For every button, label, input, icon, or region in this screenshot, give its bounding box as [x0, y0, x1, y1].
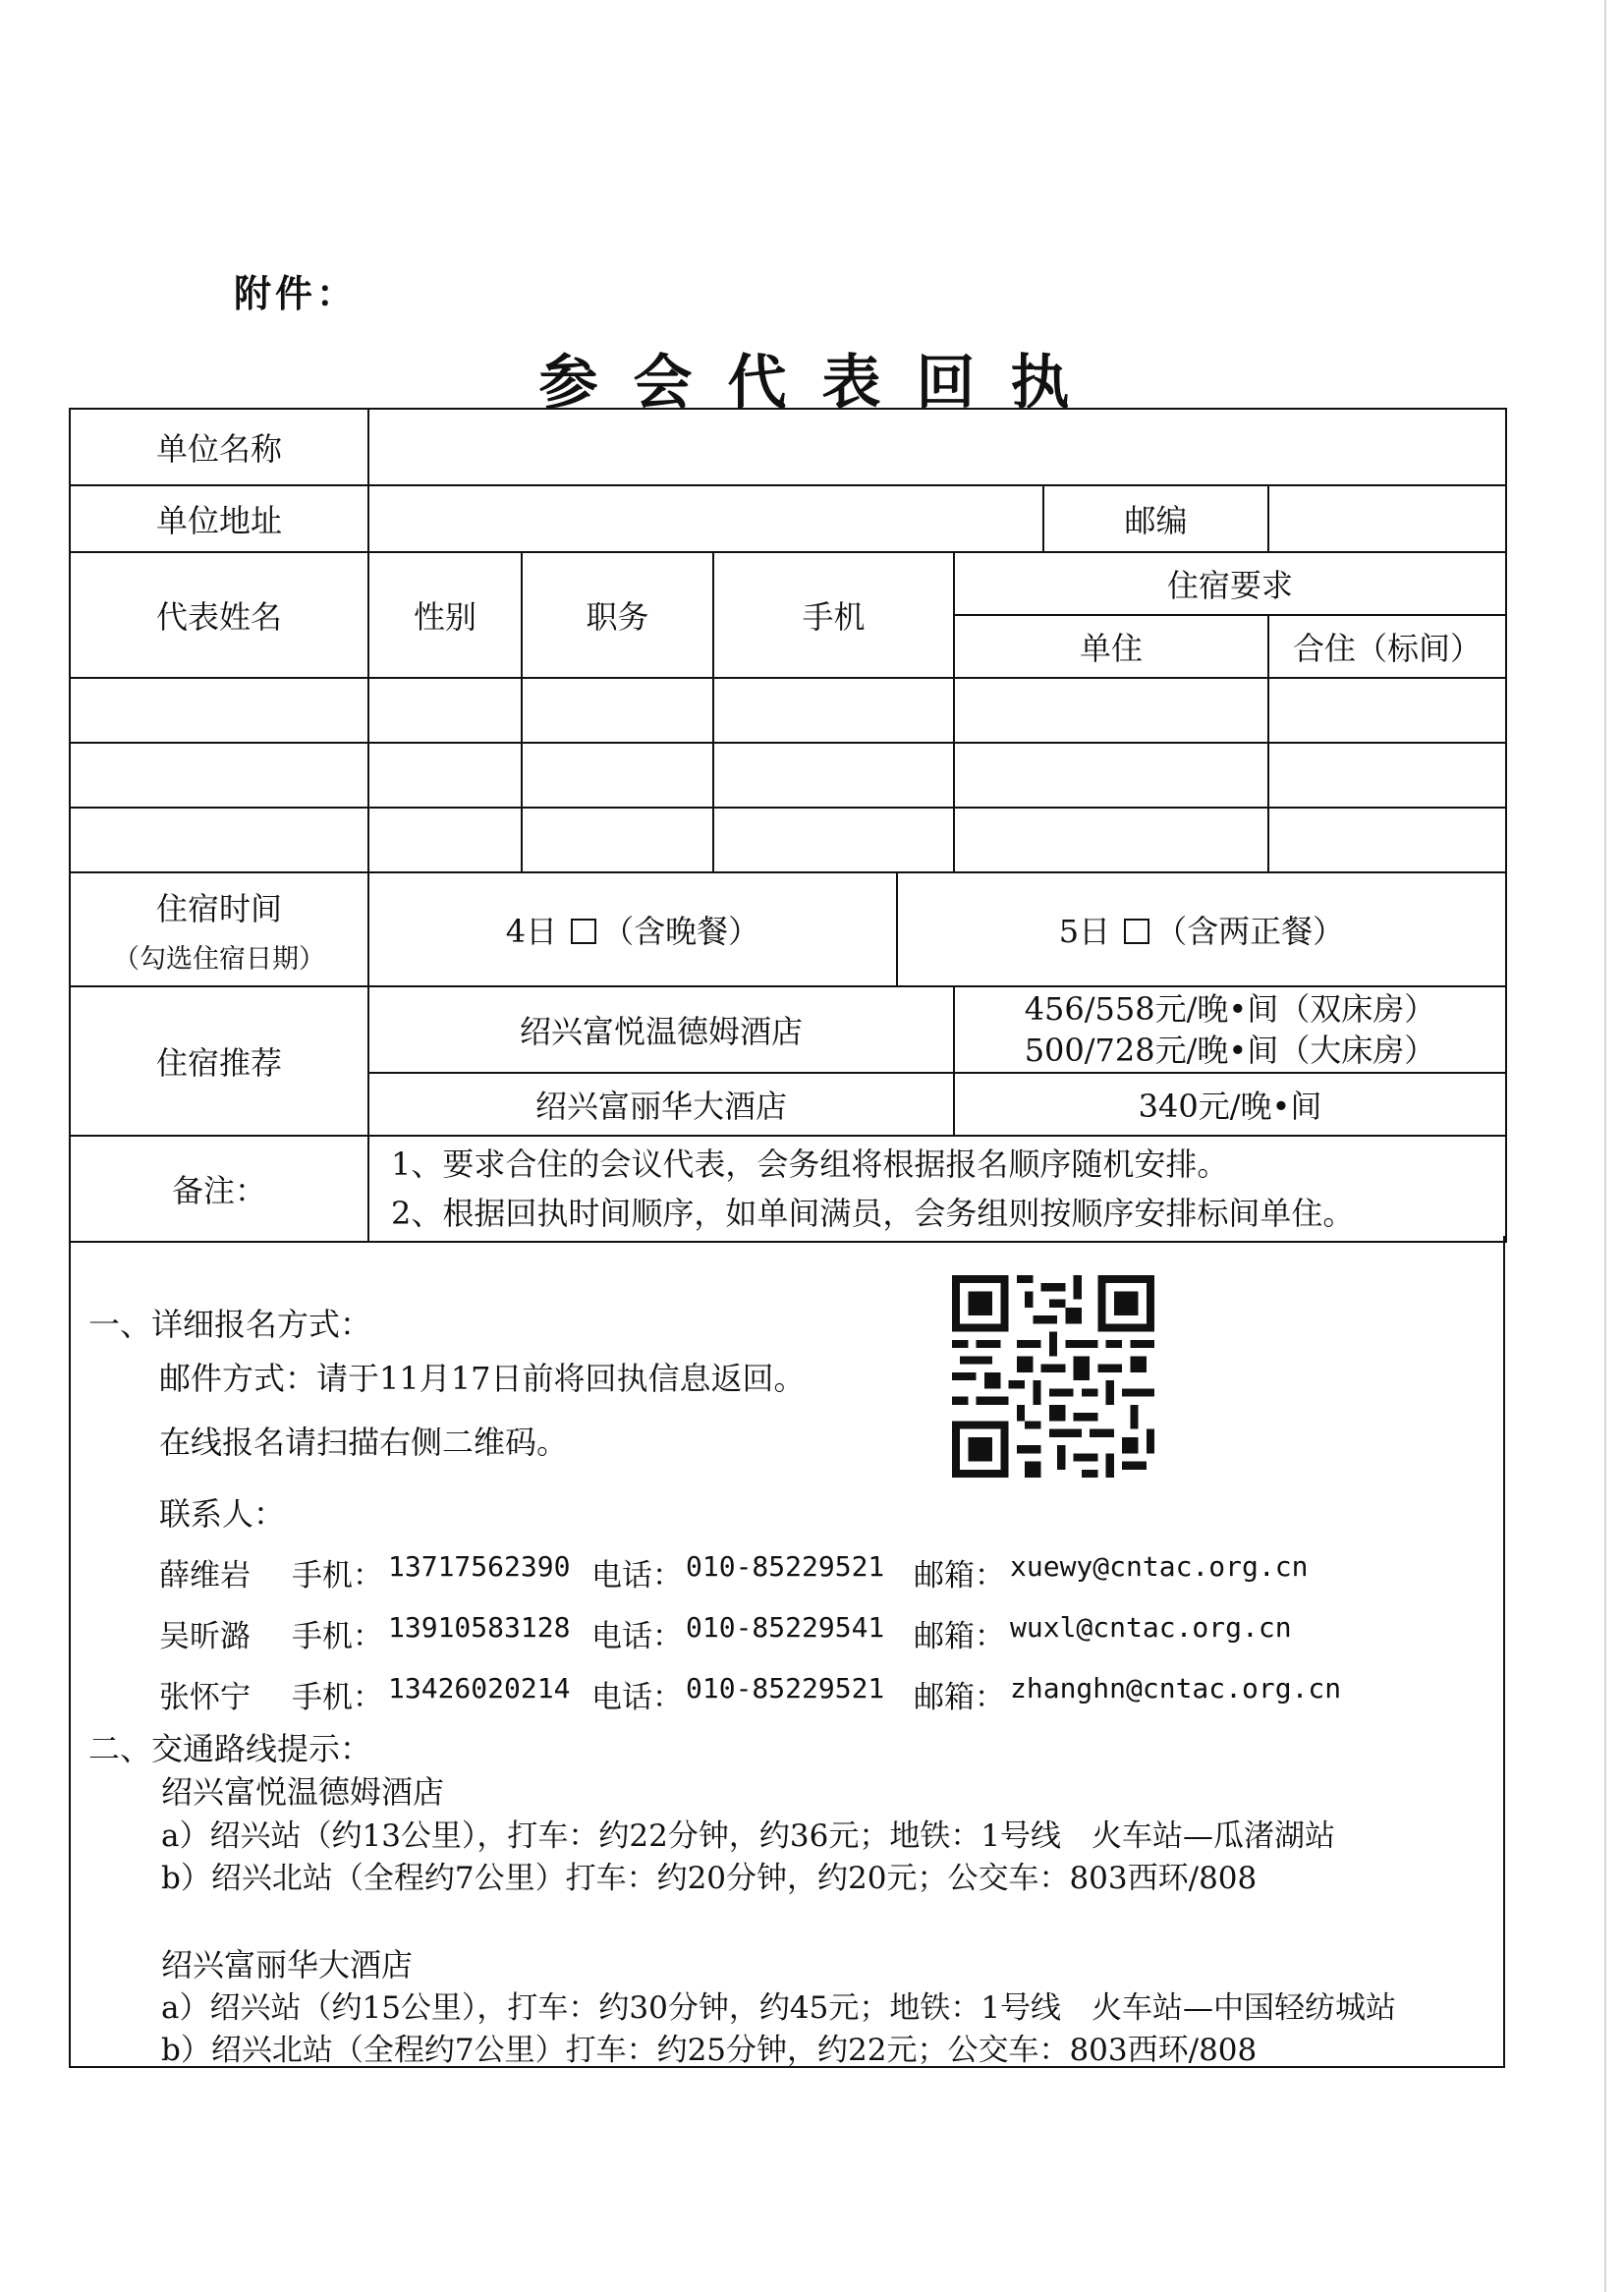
contact-phone-label: 电话： — [591, 1558, 683, 1593]
contact-email-label: 邮箱： — [914, 1558, 1005, 1593]
contact-mobile-label: 手机： — [292, 1619, 383, 1654]
unit-address-label: 单位地址 — [70, 485, 368, 552]
stay-day4-cell — [368, 872, 897, 986]
contact-phone: 010-85229541 — [686, 1611, 885, 1644]
contact-name: 张怀宁 — [159, 1680, 251, 1715]
info-section — [69, 1236, 1505, 2068]
contacts-label: 联系人： — [159, 1495, 286, 1533]
shared-cell[interactable] — [1268, 808, 1506, 872]
gender-cell[interactable] — [368, 743, 522, 808]
hotel1-price-king: 500/728元/晚•间（大床房） — [1024, 1032, 1436, 1069]
hotel1-price-twin: 456/558元/晚•间（双床房） — [1024, 990, 1436, 1028]
mobile-cell[interactable] — [713, 808, 954, 872]
shared-room-header: 合住（标间） — [1268, 615, 1506, 678]
contact-name: 薛维岩 — [159, 1558, 251, 1593]
delegate-name-cell[interactable] — [70, 678, 368, 743]
delegate-row — [70, 678, 1506, 743]
contact-name: 吴昕潞 — [159, 1619, 251, 1654]
contact-email[interactable]: wuxl@cntac.org.cn — [1010, 1611, 1292, 1644]
gender-cell[interactable] — [368, 808, 522, 872]
stay-time-subtitle: （勾选住宿日期） — [113, 943, 325, 975]
day5-label: 5日 — [1058, 913, 1111, 950]
note-1: 1、要求合住的会议代表，会务组将根据报名顺序随机安排。 — [391, 1146, 1229, 1183]
notes-label: 备注： — [70, 1136, 368, 1242]
contact-email[interactable]: xuewy@cntac.org.cn — [1010, 1550, 1309, 1583]
day4-label: 4日 — [505, 913, 558, 950]
day4-note: （含晚餐） — [602, 913, 760, 950]
single-room-header: 单住 — [954, 615, 1268, 678]
delegate-row — [70, 808, 1506, 872]
registration-heading: 一、详细报名方式： — [88, 1306, 372, 1343]
position-cell[interactable] — [522, 808, 713, 872]
delegate-name-header: 代表姓名 — [70, 552, 368, 678]
transport-hotel1-route-b: b）绍兴北站（全程约7公里）打车：约20分钟，约20元；公交车：803西环/808 — [161, 1861, 1258, 1896]
contact-mobile: 13910583128 — [388, 1611, 571, 1644]
transport-hotel2-route-b: b）绍兴北站（全程约7公里）打车：约25分钟，约22元；公交车：803西环/808 — [161, 2033, 1258, 2068]
contact-email-label: 邮箱： — [914, 1680, 1005, 1715]
shared-cell[interactable] — [1268, 743, 1506, 808]
notes-content — [368, 1136, 1506, 1242]
mobile-cell[interactable] — [713, 678, 954, 743]
transport-hotel2-route-a: a）绍兴站（约15公里），打车：约30分钟，约45元；地铁：1号线 火车站—中国轻纺城站 — [161, 1990, 1397, 2026]
hotel1-prices — [954, 986, 1506, 1073]
delegate-row — [70, 743, 1506, 808]
page-title: 参会代表回执 — [538, 349, 1105, 418]
contact-phone: 010-85229521 — [686, 1550, 885, 1583]
registration-email-line: 邮件方式：请于11月17日前将回执信息返回。 — [159, 1360, 806, 1397]
hotel2-name: 绍兴富丽华大酒店 — [368, 1073, 954, 1136]
position-header: 职务 — [522, 552, 713, 678]
shared-cell[interactable] — [1268, 678, 1506, 743]
lodging-requirement-header: 住宿要求 — [954, 552, 1506, 615]
stay-time-label — [70, 872, 368, 986]
postcode-field[interactable] — [1268, 485, 1506, 552]
stay-day5-cell — [897, 872, 1506, 986]
single-cell[interactable] — [954, 808, 1268, 872]
position-cell[interactable] — [522, 678, 713, 743]
hotel-recommendation-label: 住宿推荐 — [70, 986, 368, 1136]
contact-mobile: 13717562390 — [388, 1550, 571, 1583]
registration-online-line: 在线报名请扫描右侧二维码。 — [159, 1424, 569, 1461]
contact-mobile-label: 手机： — [292, 1558, 383, 1593]
hotel1-name: 绍兴富悦温德姆酒店 — [368, 986, 954, 1073]
stay-time-title: 住宿时间 — [155, 889, 282, 927]
transport-hotel2-name: 绍兴富丽华大酒店 — [161, 1946, 414, 1984]
contact-phone-label: 电话： — [591, 1680, 683, 1715]
delegate-name-cell[interactable] — [70, 808, 368, 872]
unit-name-label: 单位名称 — [70, 409, 368, 485]
contact-mobile-label: 手机： — [292, 1680, 383, 1715]
registration-qr-code[interactable] — [952, 1275, 1154, 1478]
registration-form-table — [69, 408, 1507, 1243]
mobile-cell[interactable] — [713, 743, 954, 808]
day5-checkbox[interactable] — [1124, 919, 1149, 944]
contact-mobile: 13426020214 — [388, 1672, 571, 1705]
postcode-label: 邮编 — [1043, 485, 1268, 552]
contact-email-label: 邮箱： — [914, 1619, 1005, 1654]
single-cell[interactable] — [954, 678, 1268, 743]
single-cell[interactable] — [954, 743, 1268, 808]
transport-hotel1-route-a: a）绍兴站（约13公里），打车：约22分钟，约36元；地铁：1号线 火车站—瓜渚湖站 — [161, 1818, 1336, 1854]
transport-heading: 二、交通路线提示： — [88, 1730, 372, 1767]
gender-cell[interactable] — [368, 678, 522, 743]
unit-name-field[interactable] — [368, 409, 1506, 485]
day5-note: （含两正餐） — [1155, 913, 1345, 950]
delegate-name-cell[interactable] — [70, 743, 368, 808]
transport-hotel1-name: 绍兴富悦温德姆酒店 — [161, 1773, 445, 1811]
unit-address-field[interactable] — [368, 485, 1043, 552]
contact-email[interactable]: zhanghn@cntac.org.cn — [1010, 1672, 1342, 1705]
attachment-label: 附件： — [234, 272, 359, 315]
contact-phone: 010-85229521 — [686, 1672, 885, 1705]
day4-checkbox[interactable] — [571, 919, 596, 944]
note-2: 2、根据回执时间顺序，如单间满员，会务组则按顺序安排标间单住。 — [391, 1195, 1355, 1232]
hotel2-price: 340元/晚•间 — [954, 1073, 1506, 1136]
mobile-header: 手机 — [713, 552, 954, 678]
position-cell[interactable] — [522, 743, 713, 808]
gender-header: 性别 — [368, 552, 522, 678]
contact-phone-label: 电话： — [591, 1619, 683, 1654]
